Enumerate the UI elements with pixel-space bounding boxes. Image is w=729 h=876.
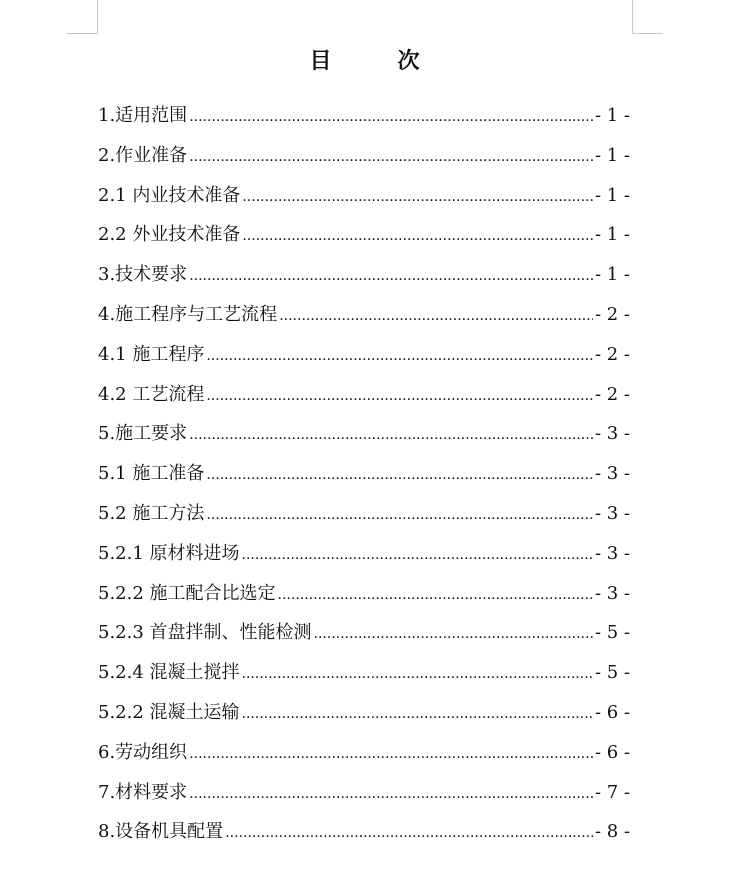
toc-entry-page-number[interactable]: - 6 - bbox=[594, 701, 630, 723]
toc-entry-label[interactable]: 8.设备机具配置 bbox=[98, 821, 224, 843]
toc-dot-leader bbox=[189, 419, 593, 449]
toc-dot-leader bbox=[225, 817, 593, 847]
toc-dot-leader bbox=[242, 539, 593, 569]
toc-dot-leader bbox=[206, 499, 593, 529]
toc-entry-page-number[interactable]: - 5 - bbox=[594, 662, 630, 684]
toc-entry-page-number[interactable]: - 2 - bbox=[594, 383, 630, 405]
toc-entry-label[interactable]: 5.2.2 混凝土运输 bbox=[98, 701, 240, 723]
toc-entry[interactable] bbox=[98, 459, 630, 499]
toc-dot-leader bbox=[278, 579, 593, 609]
toc-entry-label[interactable]: 2.作业准备 bbox=[98, 144, 188, 166]
toc-entry-label[interactable]: 1.适用范围 bbox=[98, 105, 188, 126]
toc-entry[interactable] bbox=[98, 181, 630, 221]
toc-dot-leader bbox=[279, 300, 593, 330]
toc-entry-page-number[interactable]: - 1 - bbox=[594, 105, 630, 126]
toc-title: 目 次 bbox=[309, 49, 442, 74]
toc-entry-label[interactable]: 5.2.3 首盘拌制、性能检测 bbox=[98, 622, 312, 644]
toc-entry-label[interactable]: 6.劳动组织 bbox=[98, 741, 188, 763]
toc-entry-page-number[interactable]: - 5 - bbox=[594, 622, 630, 644]
page-corner-mark-top-left bbox=[67, 0, 98, 34]
toc-dot-leader bbox=[206, 459, 593, 489]
toc-entry[interactable] bbox=[98, 817, 630, 857]
toc-entry[interactable] bbox=[98, 778, 630, 818]
toc-entry-label[interactable]: 5.施工要求 bbox=[98, 423, 188, 445]
toc-entry[interactable] bbox=[98, 260, 630, 300]
toc-entry[interactable] bbox=[98, 101, 630, 141]
toc-entry-label[interactable]: 4.2 工艺流程 bbox=[98, 383, 205, 405]
toc-entry[interactable] bbox=[98, 539, 630, 579]
toc-dot-leader bbox=[242, 698, 593, 728]
toc-entry-page-number[interactable]: - 1 - bbox=[594, 264, 630, 286]
toc-dot-leader bbox=[314, 618, 593, 648]
toc-dot-leader bbox=[206, 340, 593, 370]
toc-entry[interactable] bbox=[98, 300, 630, 340]
table-of-contents bbox=[98, 101, 630, 857]
toc-entry-page-number[interactable]: - 2 - bbox=[594, 303, 630, 325]
toc-dot-leader bbox=[206, 380, 593, 410]
toc-dot-leader bbox=[189, 738, 593, 768]
toc-entry-page-number[interactable]: - 3 - bbox=[594, 582, 630, 604]
toc-entry[interactable] bbox=[98, 340, 630, 380]
page-corner-mark-top-right bbox=[632, 0, 663, 34]
toc-entry-page-number[interactable]: - 1 - bbox=[594, 184, 630, 206]
toc-dot-leader bbox=[189, 778, 593, 808]
toc-entry[interactable] bbox=[98, 499, 630, 539]
toc-entry-page-number[interactable]: - 7 - bbox=[594, 781, 630, 803]
toc-entry-label[interactable]: 5.2 施工方法 bbox=[98, 502, 205, 524]
toc-entry-page-number[interactable]: - 3 - bbox=[594, 502, 630, 524]
toc-entry-label[interactable]: 5.1 施工准备 bbox=[98, 463, 205, 485]
toc-entry-page-number[interactable]: - 2 - bbox=[594, 343, 630, 365]
toc-entry-label[interactable]: 2.2 外业技术准备 bbox=[98, 224, 241, 246]
toc-entry-page-number[interactable]: - 8 - bbox=[594, 821, 630, 843]
toc-entry[interactable] bbox=[98, 738, 630, 778]
toc-entry-page-number[interactable]: - 6 - bbox=[594, 741, 630, 763]
toc-entry[interactable] bbox=[98, 658, 630, 698]
toc-entry-label[interactable]: 4.施工程序与工艺流程 bbox=[98, 303, 278, 325]
toc-dot-leader bbox=[242, 658, 593, 688]
toc-entry-page-number[interactable]: - 1 - bbox=[594, 144, 630, 166]
toc-entry[interactable] bbox=[98, 618, 630, 658]
toc-dot-leader bbox=[189, 141, 593, 171]
toc-entry-label[interactable]: 2.1 内业技术准备 bbox=[98, 184, 241, 206]
toc-entry[interactable] bbox=[98, 141, 630, 181]
toc-dot-leader bbox=[189, 101, 593, 131]
toc-entry[interactable] bbox=[98, 419, 630, 459]
toc-entry[interactable] bbox=[98, 380, 630, 420]
toc-entry[interactable] bbox=[98, 698, 630, 738]
toc-entry-label[interactable]: 7.材料要求 bbox=[98, 781, 188, 803]
toc-entry-label[interactable]: 4.1 施工程序 bbox=[98, 343, 205, 365]
toc-dot-leader bbox=[242, 181, 593, 211]
toc-dot-leader bbox=[189, 260, 593, 290]
toc-entry[interactable] bbox=[98, 579, 630, 619]
toc-entry-label[interactable]: 5.2.2 施工配合比选定 bbox=[98, 582, 276, 604]
toc-entry-label[interactable]: 5.2.1 原材料进场 bbox=[98, 542, 240, 564]
toc-entry-page-number[interactable]: - 3 - bbox=[594, 463, 630, 485]
toc-entry-page-number[interactable]: - 3 - bbox=[594, 542, 630, 564]
toc-entry-label[interactable]: 5.2.4 混凝土搅拌 bbox=[98, 662, 240, 684]
toc-entry-page-number[interactable]: - 1 - bbox=[594, 224, 630, 246]
toc-dot-leader bbox=[242, 220, 593, 250]
toc-entry-page-number[interactable]: - 3 - bbox=[594, 423, 630, 445]
toc-entry-label[interactable]: 3.技术要求 bbox=[98, 264, 188, 286]
toc-entry[interactable] bbox=[98, 220, 630, 260]
